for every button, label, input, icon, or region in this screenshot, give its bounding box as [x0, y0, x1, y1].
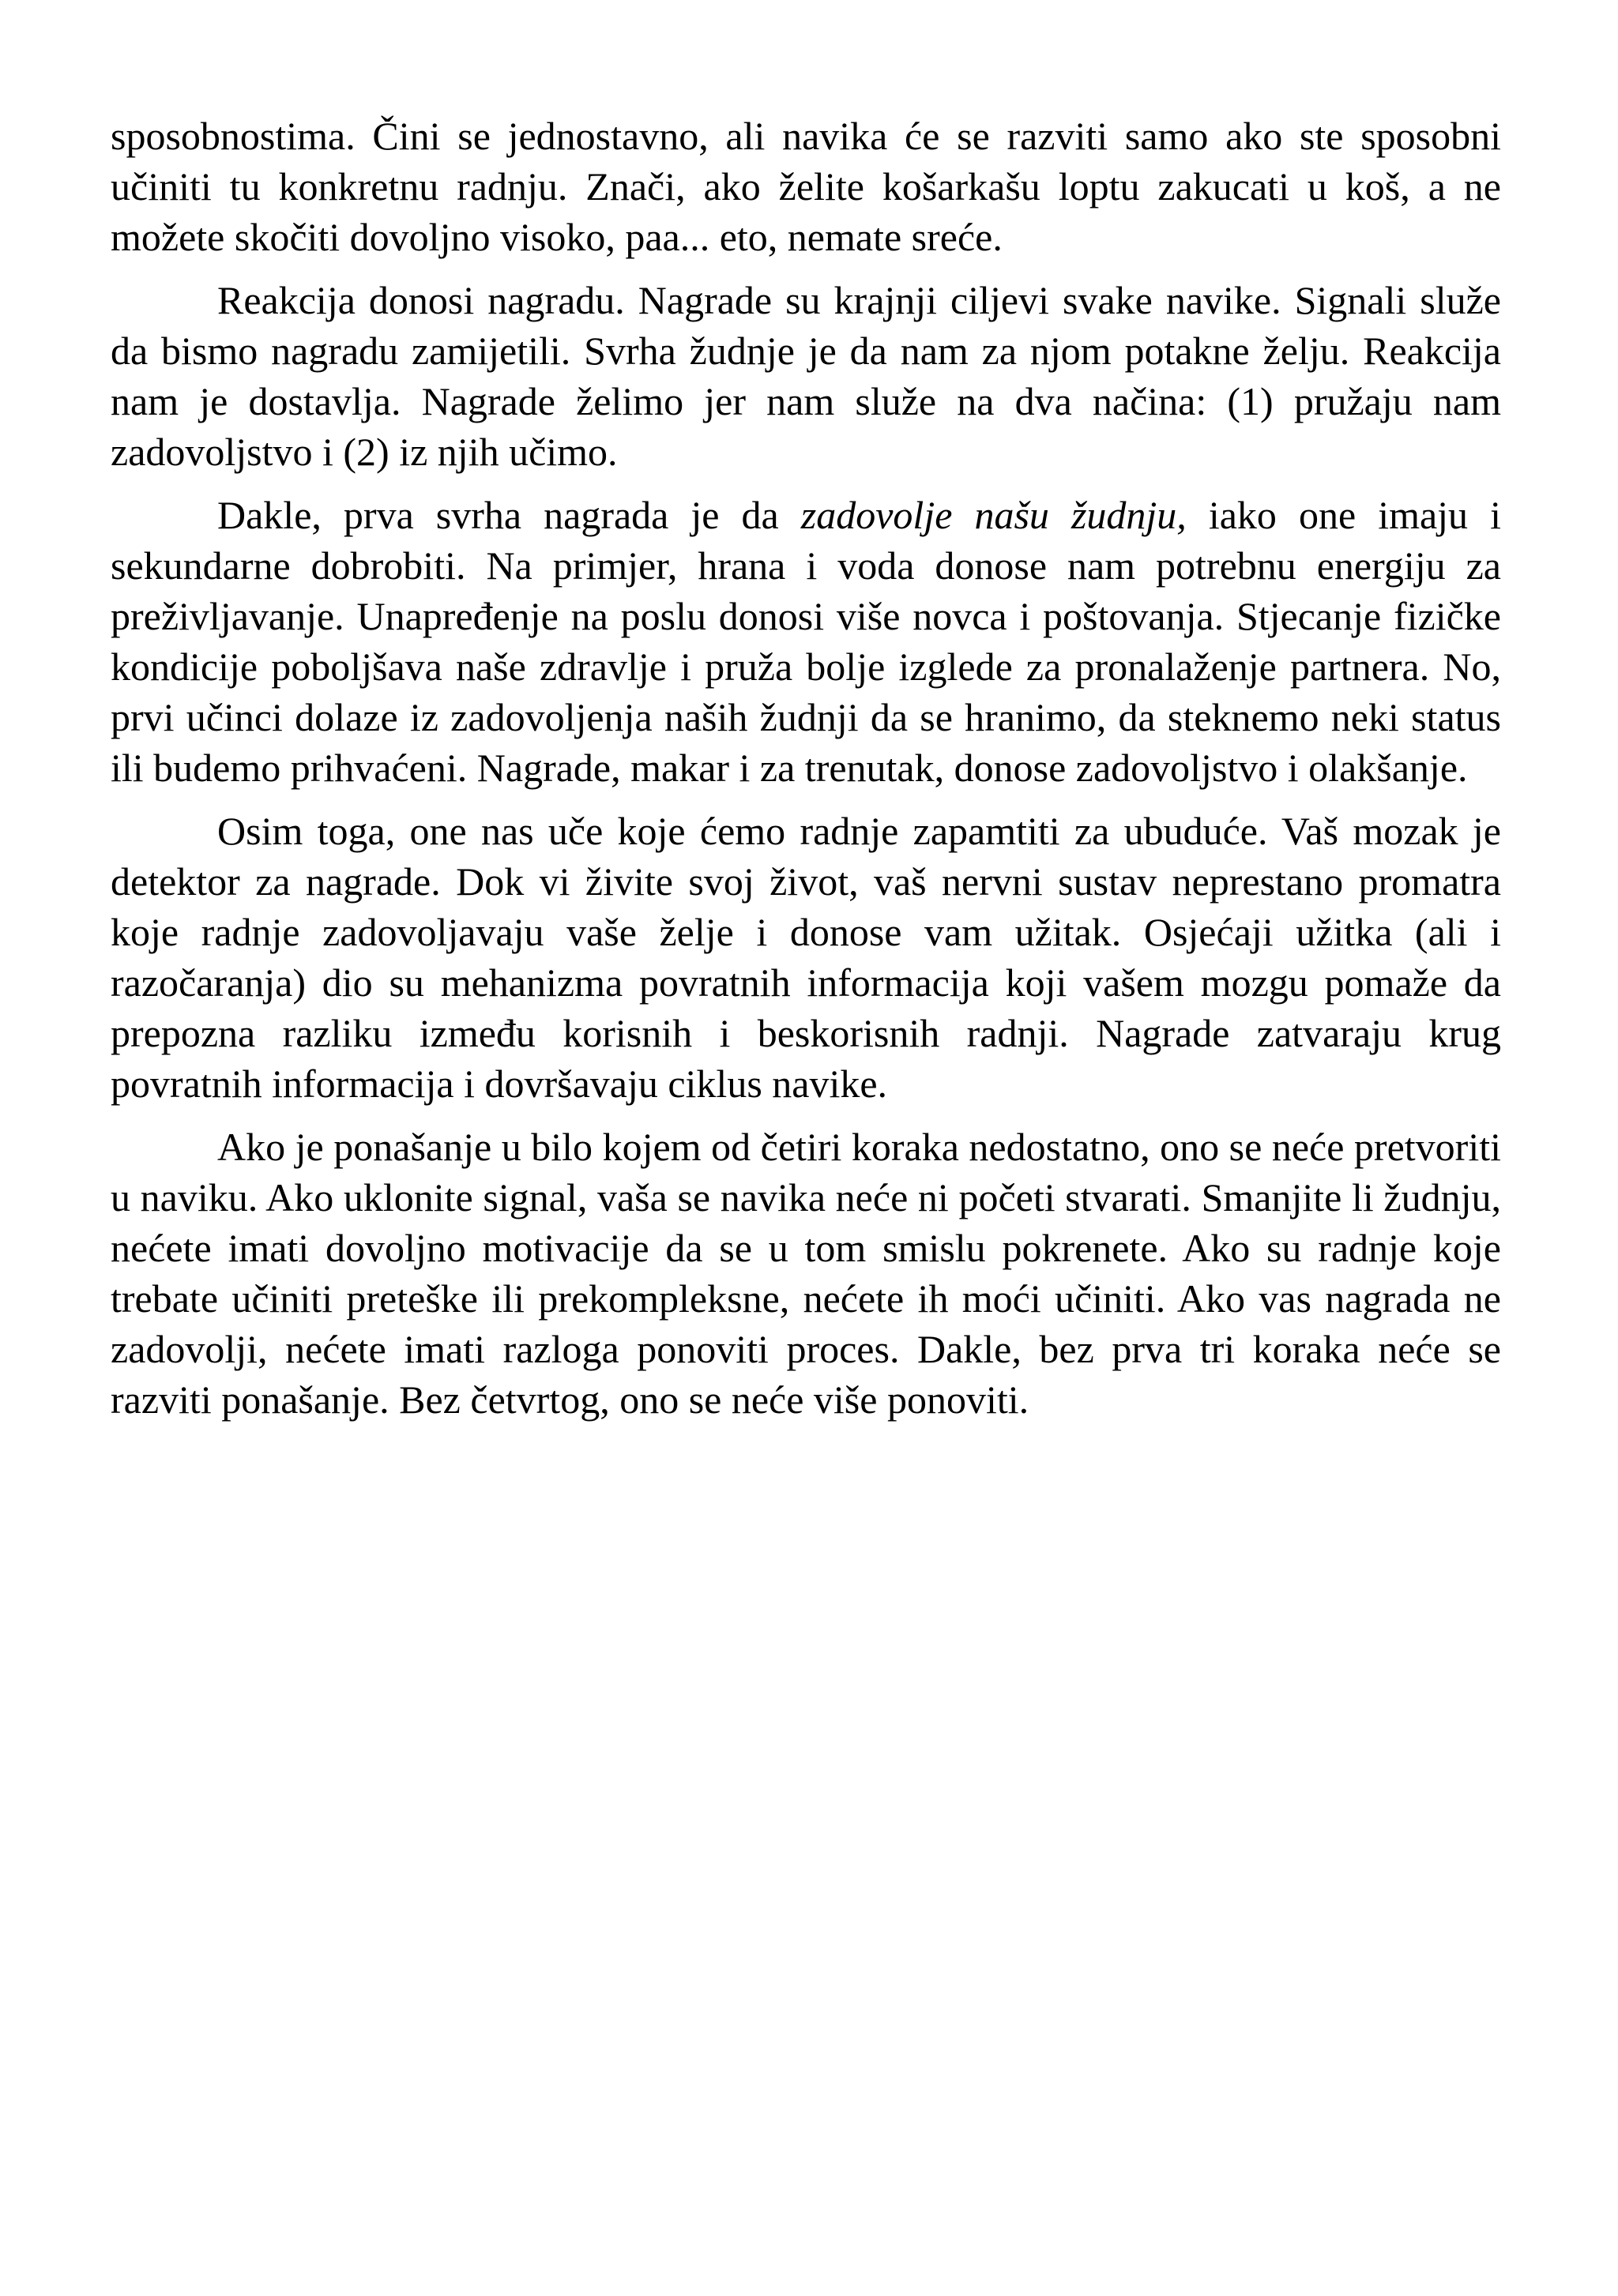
paragraph-3-text-end: iako one imaju i sekundarne dobrobiti. Na primjer, hrana i voda donose nam potrebnu energiju za preživljavanje. Unapređenje na poslu donosi više novca i poštovanja. Stjecanje fizičke kondicije poboljšava naše zdravlje i pruža bolje izglede za pronalaženje partnera. No, prvi učinci dolaze iz zadovoljenja naših žudnji da se hranimo, da steknemo neki status ili budemo prihvaćeni. Nagrade, makar i za trenutak, donose zadovoljstvo i olakšanje.: [111, 493, 1501, 790]
paragraph-5: Ako je ponašanje u bilo kojem od četiri koraka nedostatno, ono se neće pretvoriti u naviku. Ako uklonite signal, vaša se navika neće ni početi stvarati. Smanjite li žudnju, nećete imati dovoljno motivacije da se u tom smislu pokrenete. Ako su radnje koje trebate učiniti preteške ili prekompleksne, nećete ih moći učiniti. Ako vas nagrada ne zadovolji, nećete imati razloga ponoviti proces. Dakle, bez prva tri koraka neće se razviti ponašanje. Bez četvrtog, ono se neće više ponoviti.: [111, 1125, 1501, 1422]
paragraph-3: [111, 490, 1501, 793]
paragraph-3-text-start: Dakle, prva svrha nagrada je da: [217, 493, 801, 537]
paragraph-2: Reakcija donosi nagradu. Nagrade su krajnji ciljevi svake navike. Signali služe da bismo nagradu zamijetili. Svrha žudnje je da nam za njom potakne želju. Reakcija nam je dostavlja. Nagrade želimo jer nam služe na dva načina: (1) pružaju nam zadovoljstvo i (2) iz njih učimo.: [111, 278, 1501, 474]
paragraph-4: Osim toga, one nas uče koje ćemo radnje zapamtiti za ubuduće. Vaš mozak je detektor za nagrade. Dok vi živite svoj život, vaš nervni sustav neprestano promatra koje radnje zadovoljavaju vaše želje i donose vam užitak. Osjećaji užitka (ali i razočaranja) dio su mehanizma povratnih informacija koji vašem mozgu pomaže da prepozna razliku između korisnih i beskorisnih radnji. Nagrade zatvaraju krug povratnih informacija i dovršavaju ciklus navike.: [111, 809, 1501, 1106]
paragraph-1: sposobnostima. Čini se jednostavno, ali navika će se razviti samo ako ste sposobni učiniti tu konkretnu radnju. Znači, ako želite košarkašu loptu zakucati u koš, a ne možete skočiti dovoljno visoko, paa... eto, nemate sreće.: [111, 114, 1501, 259]
paragraph-3-italic-phrase: zadovolje našu žudnju,: [800, 493, 1187, 537]
document-page: [111, 111, 1501, 1437]
